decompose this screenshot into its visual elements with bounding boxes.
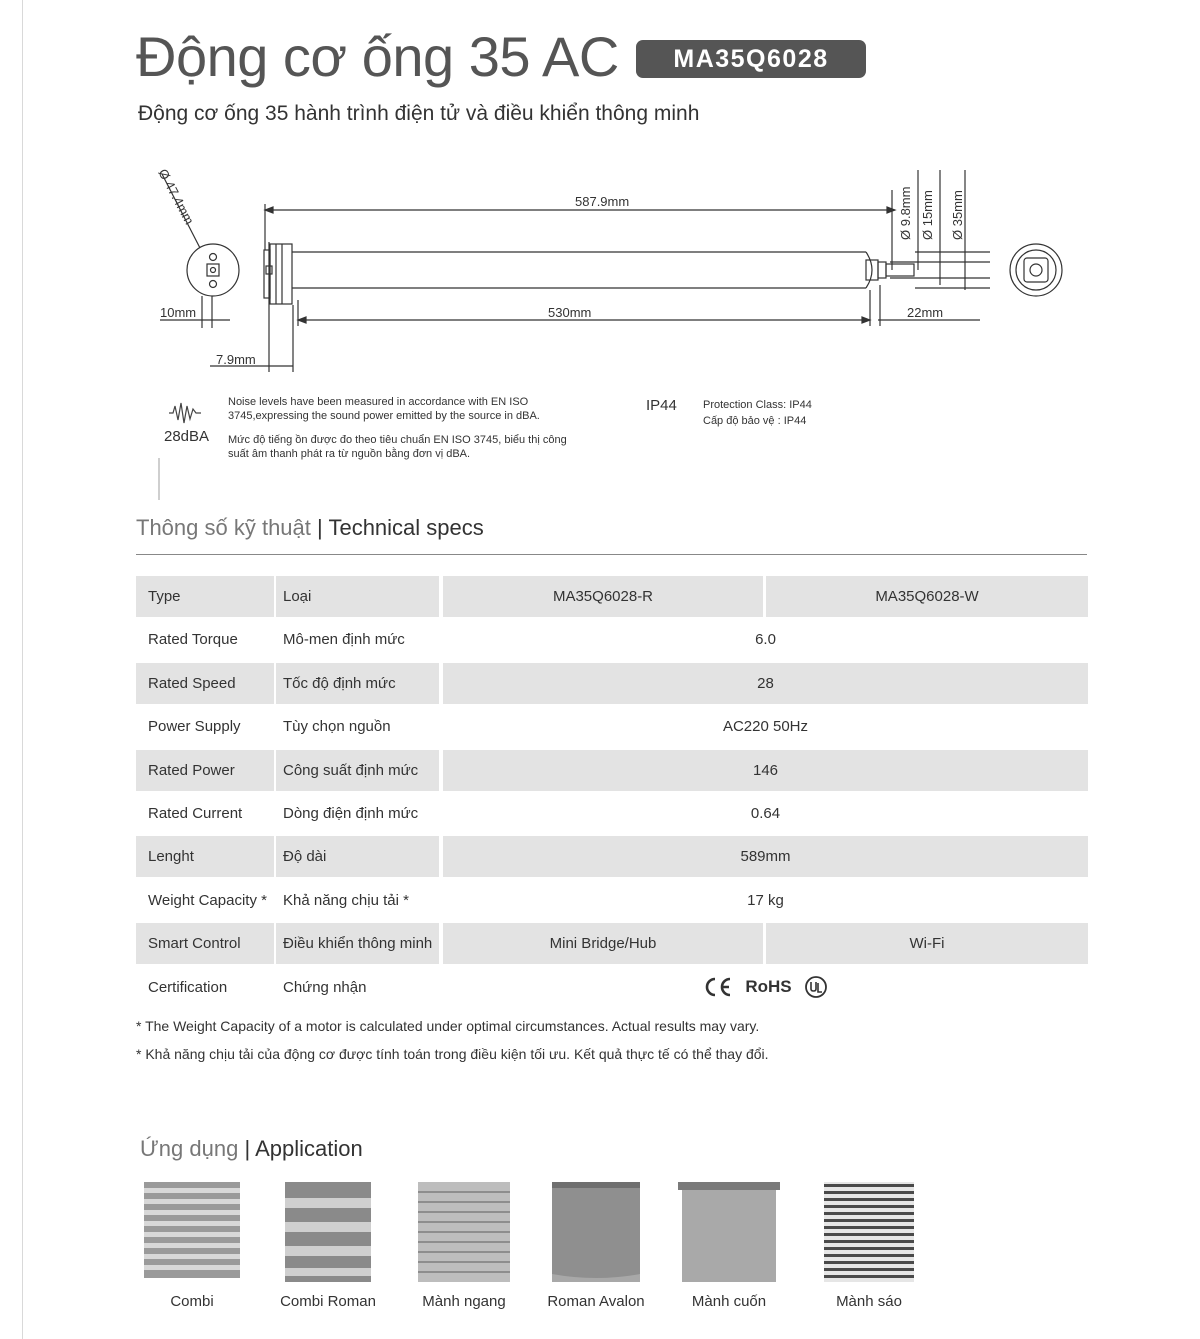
table-row — [136, 967, 1088, 1010]
specs-table — [136, 576, 1088, 1010]
spec-value: AC220 50Hz — [443, 706, 1088, 747]
spec-name-en: Type — [136, 576, 274, 617]
spec-value: 589mm — [443, 836, 1088, 877]
protection-class-text — [703, 397, 812, 429]
noise-text-vi: Mức độ tiếng ồn được đo theo tiêu chuẩn EN ISO 3745, biểu thị công suất âm thanh phát ra từ nguồn bằng đơn vị dBA. — [228, 434, 567, 460]
spec-name-en: Smart Control — [136, 923, 274, 964]
page-edge-line — [22, 0, 23, 1339]
rohs-mark: RoHS — [745, 977, 792, 997]
footnote-vi: * Khả năng chịu tải của động cơ được tính toán trong điều kiện tối ưu. Kết quả thực tế có thể thay đổi. — [136, 1046, 769, 1062]
application-label: Roman Avalon — [547, 1293, 645, 1310]
spec-value: 0.64 — [443, 793, 1088, 834]
table-row — [136, 619, 1088, 662]
spec-name-vi: Mô-men định mức — [276, 619, 439, 660]
spec-value: 17 kg — [443, 880, 1088, 921]
spec-value: Wi-Fi — [766, 923, 1088, 964]
table-row — [136, 880, 1088, 923]
specs-heading-vi: Thông số kỹ thuật — [136, 515, 311, 540]
protection-line-en: Protection Class: IP44 — [703, 399, 812, 411]
divider-line — [158, 458, 160, 500]
combi-roman-blind-icon — [285, 1182, 371, 1282]
spec-name-en: Rated Power — [136, 750, 274, 791]
application-heading-separator: | — [244, 1136, 251, 1161]
spec-value: Mini Bridge/Hub — [443, 923, 763, 964]
dim-small-diameter: Ø 9.8mm — [898, 186, 913, 240]
certification-marks — [443, 967, 1088, 1008]
noise-text-en: Noise levels have been measured in accordance with EN ISO 3745,expressing the sound power emitted by the source in dBA. — [228, 396, 540, 422]
table-row — [136, 750, 1088, 793]
application-label: Mành ngang — [422, 1293, 506, 1310]
motor-end-view — [1010, 244, 1062, 296]
application-label: Combi Roman — [280, 1293, 376, 1310]
spec-name-vi: Độ dài — [276, 836, 439, 877]
dim-total-length: 587.9mm — [575, 194, 630, 209]
application-label: Mành sáo — [836, 1293, 902, 1310]
spec-value: MA35Q6028-W — [766, 576, 1088, 617]
dim-tail-length: 22mm — [907, 305, 944, 320]
spec-value: 6.0 — [443, 619, 1088, 660]
specs-heading-en: Technical specs — [328, 515, 484, 540]
spec-name-vi: Công suất định mức — [276, 750, 439, 791]
table-row — [136, 706, 1088, 749]
application-label: Combi — [170, 1293, 214, 1310]
protection-line-vi: Cấp độ bảo vệ : IP44 — [703, 415, 807, 427]
page-subtitle: Động cơ ống 35 hành trình điện tử và điều khiển thông minh — [138, 102, 700, 125]
spec-name-en: Power Supply — [136, 706, 274, 747]
spec-name-en: Rated Speed — [136, 663, 274, 704]
dim-mid-diameter: Ø 15mm — [920, 190, 935, 240]
application-label: Mành cuốn — [691, 1293, 767, 1310]
footnote-en: * The Weight Capacity of a motor is calculated under optimal circumstances. Actual results may vary. — [136, 1018, 760, 1034]
noise-description — [228, 395, 588, 471]
spec-name-en: Rated Current — [136, 793, 274, 834]
application-heading-vi: Ứng dụng — [140, 1136, 239, 1161]
specs-heading-rule — [136, 554, 1087, 555]
spec-name-vi: Dòng điện định mức — [276, 793, 439, 834]
spec-name-en: Certification — [136, 967, 274, 1008]
dim-bracket-offset: 7.9mm — [216, 352, 256, 367]
application-heading — [140, 1136, 363, 1162]
spec-name-en: Weight Capacity * — [136, 880, 274, 921]
spec-name-vi: Tùy chọn nguồn — [276, 706, 439, 747]
sound-wave-icon — [167, 400, 203, 426]
noise-value: 28dBA — [164, 428, 210, 445]
spec-name-vi: Loại — [276, 576, 439, 617]
spec-name-en: Rated Torque — [136, 619, 274, 660]
spec-name-vi: Điều khiển thông minh — [276, 923, 439, 964]
dim-tube-length: 530mm — [548, 305, 592, 320]
venetian-blind-icon — [824, 1182, 914, 1282]
spec-value: MA35Q6028-R — [443, 576, 763, 617]
table-row — [136, 793, 1088, 836]
horizontal-blind-icon — [418, 1182, 510, 1282]
page-title: Động cơ ống 35 AC — [136, 25, 619, 88]
table-row — [136, 576, 1088, 619]
roller-blind-icon — [678, 1182, 780, 1282]
table-row — [136, 663, 1088, 706]
roman-avalon-blind-icon — [552, 1182, 640, 1282]
spec-value: 28 — [443, 663, 1088, 704]
motor-head-circle — [187, 244, 239, 296]
dim-tube-diameter: Ø 35mm — [950, 190, 965, 240]
ip-rating-label: IP44 — [646, 397, 677, 414]
combi-blind-icon — [144, 1182, 240, 1278]
table-row — [136, 923, 1088, 966]
table-row — [136, 836, 1088, 879]
motor-dimension-drawing — [150, 160, 1070, 380]
application-heading-en: Application — [255, 1136, 363, 1161]
spec-name-en: Lenght — [136, 836, 274, 877]
dim-head-diameter: Ø 47.4mm — [155, 166, 198, 227]
specs-heading — [136, 515, 484, 541]
dim-head-offset: 10mm — [160, 305, 197, 320]
model-badge: MA35Q6028 — [636, 40, 866, 78]
ce-mark-icon — [703, 976, 733, 998]
spec-name-vi: Khả năng chịu tải * — [276, 880, 439, 921]
specs-heading-separator: | — [317, 515, 323, 540]
spec-name-vi: Tốc độ định mức — [276, 663, 439, 704]
spec-name-vi: Chứng nhận — [276, 967, 439, 1008]
spec-value: 146 — [443, 750, 1088, 791]
ul-mark-icon — [804, 975, 828, 999]
